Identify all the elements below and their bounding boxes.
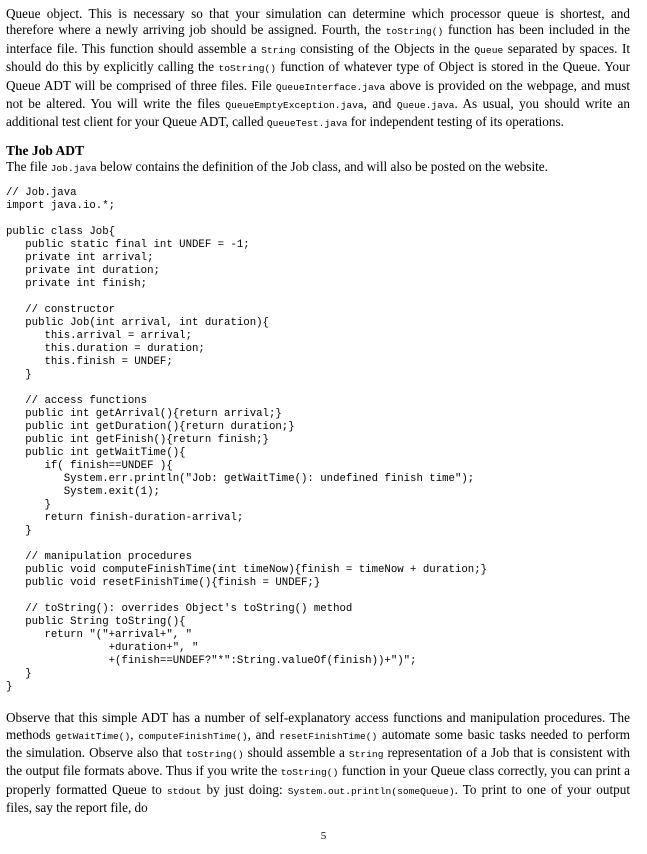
inline-code: toString(): [385, 26, 444, 38]
outro-text: by just doing:: [201, 781, 288, 797]
outro-text: , and: [247, 726, 280, 742]
outro-text: ,: [130, 726, 139, 742]
inline-code: String: [348, 749, 384, 761]
code-listing: [6, 187, 630, 694]
outro-text: Observe that this simple ADT has a number of self-explanatory access functions and manipulation procedures. The methods: [6, 710, 630, 742]
outro-text: function in your Queue class correctly, you can print a properly formatted Queue to: [6, 763, 630, 797]
inline-code: Job.java: [50, 162, 97, 174]
inline-code: resetFinishTime(): [279, 730, 378, 742]
intro-text: Queue object. This is necessary so that your simulation can determine which processor queue is shortest, and therefore where a newly arriving job should be assigned. Fourth, the: [6, 6, 630, 38]
intro-text: consisting of the Objects in the: [295, 40, 475, 56]
intro-text: , and: [363, 96, 397, 112]
section-lead-paragraph: [6, 159, 630, 177]
inline-code: QueueInterface.java: [275, 81, 386, 93]
inline-code: toString(): [218, 63, 277, 75]
inline-code: computeFinishTime(): [138, 730, 248, 742]
inline-code: String: [261, 44, 296, 56]
lead-text: The file: [6, 158, 51, 174]
code-block-access-functions: // access functions public int getArrival(){return arrival;} public int getDuration(){return duration;} public int getFinish(){return finish;} public int getWaitTime(){ if( finish==UNDEF ){ System.err.println("Job: getWaitTime(): undefined finish time"); System.exit(1); } return finish-duration-arrival; }: [25, 395, 475, 538]
intro-text: function of whatever type of Object is stored in the Queue. Your Queue ADT will be comprised of three files. File: [6, 59, 630, 93]
intro-text: . As usual, you should write an additional test client for your Queue ADT, called: [6, 96, 631, 130]
outro-text: should assemble a: [243, 745, 349, 761]
page-number: 5: [320, 830, 327, 842]
intro-text: above is provided on the webpage, and must not be altered. You will write the files: [6, 77, 630, 112]
inline-code: getWaitTime(): [55, 730, 131, 742]
code-block-constructor: // constructor public Job(int arrival, int duration){ this.arrival = arrival; this.duration = duration; this.finish = UNDEF; }: [25, 304, 269, 382]
outro-text: automate some basic tasks needed to perform the simulation. Observe also that: [6, 726, 630, 761]
code-block-tostring: // toString(): overrides Object's toString() method public String toString(){ return "("+arrival+", " +duration+", " +(finish==UNDEF?"*":String.valueOf(finish))+")"; } }: [6, 603, 417, 694]
document-page: [6, 6, 630, 817]
inline-code: stdout: [166, 785, 202, 797]
code-block-fields: public class Job{ public static final int UNDEF = -1; private int arrival; private int duration; private int finish;: [6, 226, 250, 291]
intro-paragraph: [6, 6, 630, 133]
intro-text: separated by spaces. It should do this by explicitly calling the: [6, 40, 630, 75]
outro-text: representation of a Job that is consistent with the output file formats above. Thus if you write the: [6, 745, 630, 779]
inline-code: Queue: [474, 44, 504, 56]
section-heading: The Job ADT: [6, 142, 85, 158]
code-block-header: // Job.java import java.io.*;: [6, 187, 116, 213]
code-block-manipulation: // manipulation procedures public void computeFinishTime(int timeNow){finish = timeNow + duration;} public void resetFinishTime(){finish = UNDEF;}: [25, 551, 488, 590]
inline-code: System.out.println(someQueue): [287, 785, 455, 797]
lead-text: below contains the definition of the Job class, and will also be posted on the website.: [96, 158, 548, 174]
inline-code: QueueEmptyException.java: [225, 100, 364, 112]
inline-code: Queue.java: [396, 100, 455, 112]
inline-code: QueueTest.java: [266, 118, 348, 130]
inline-code: toString(): [280, 767, 339, 779]
outro-paragraph: [6, 710, 630, 816]
intro-text: function has been included in the interface file. This function should assemble a: [6, 22, 631, 56]
inline-code: toString(): [186, 749, 244, 761]
intro-text: for independent testing of its operations.: [347, 114, 564, 130]
outro-text: . To print to one of your output files, say the report file, do: [6, 781, 630, 816]
